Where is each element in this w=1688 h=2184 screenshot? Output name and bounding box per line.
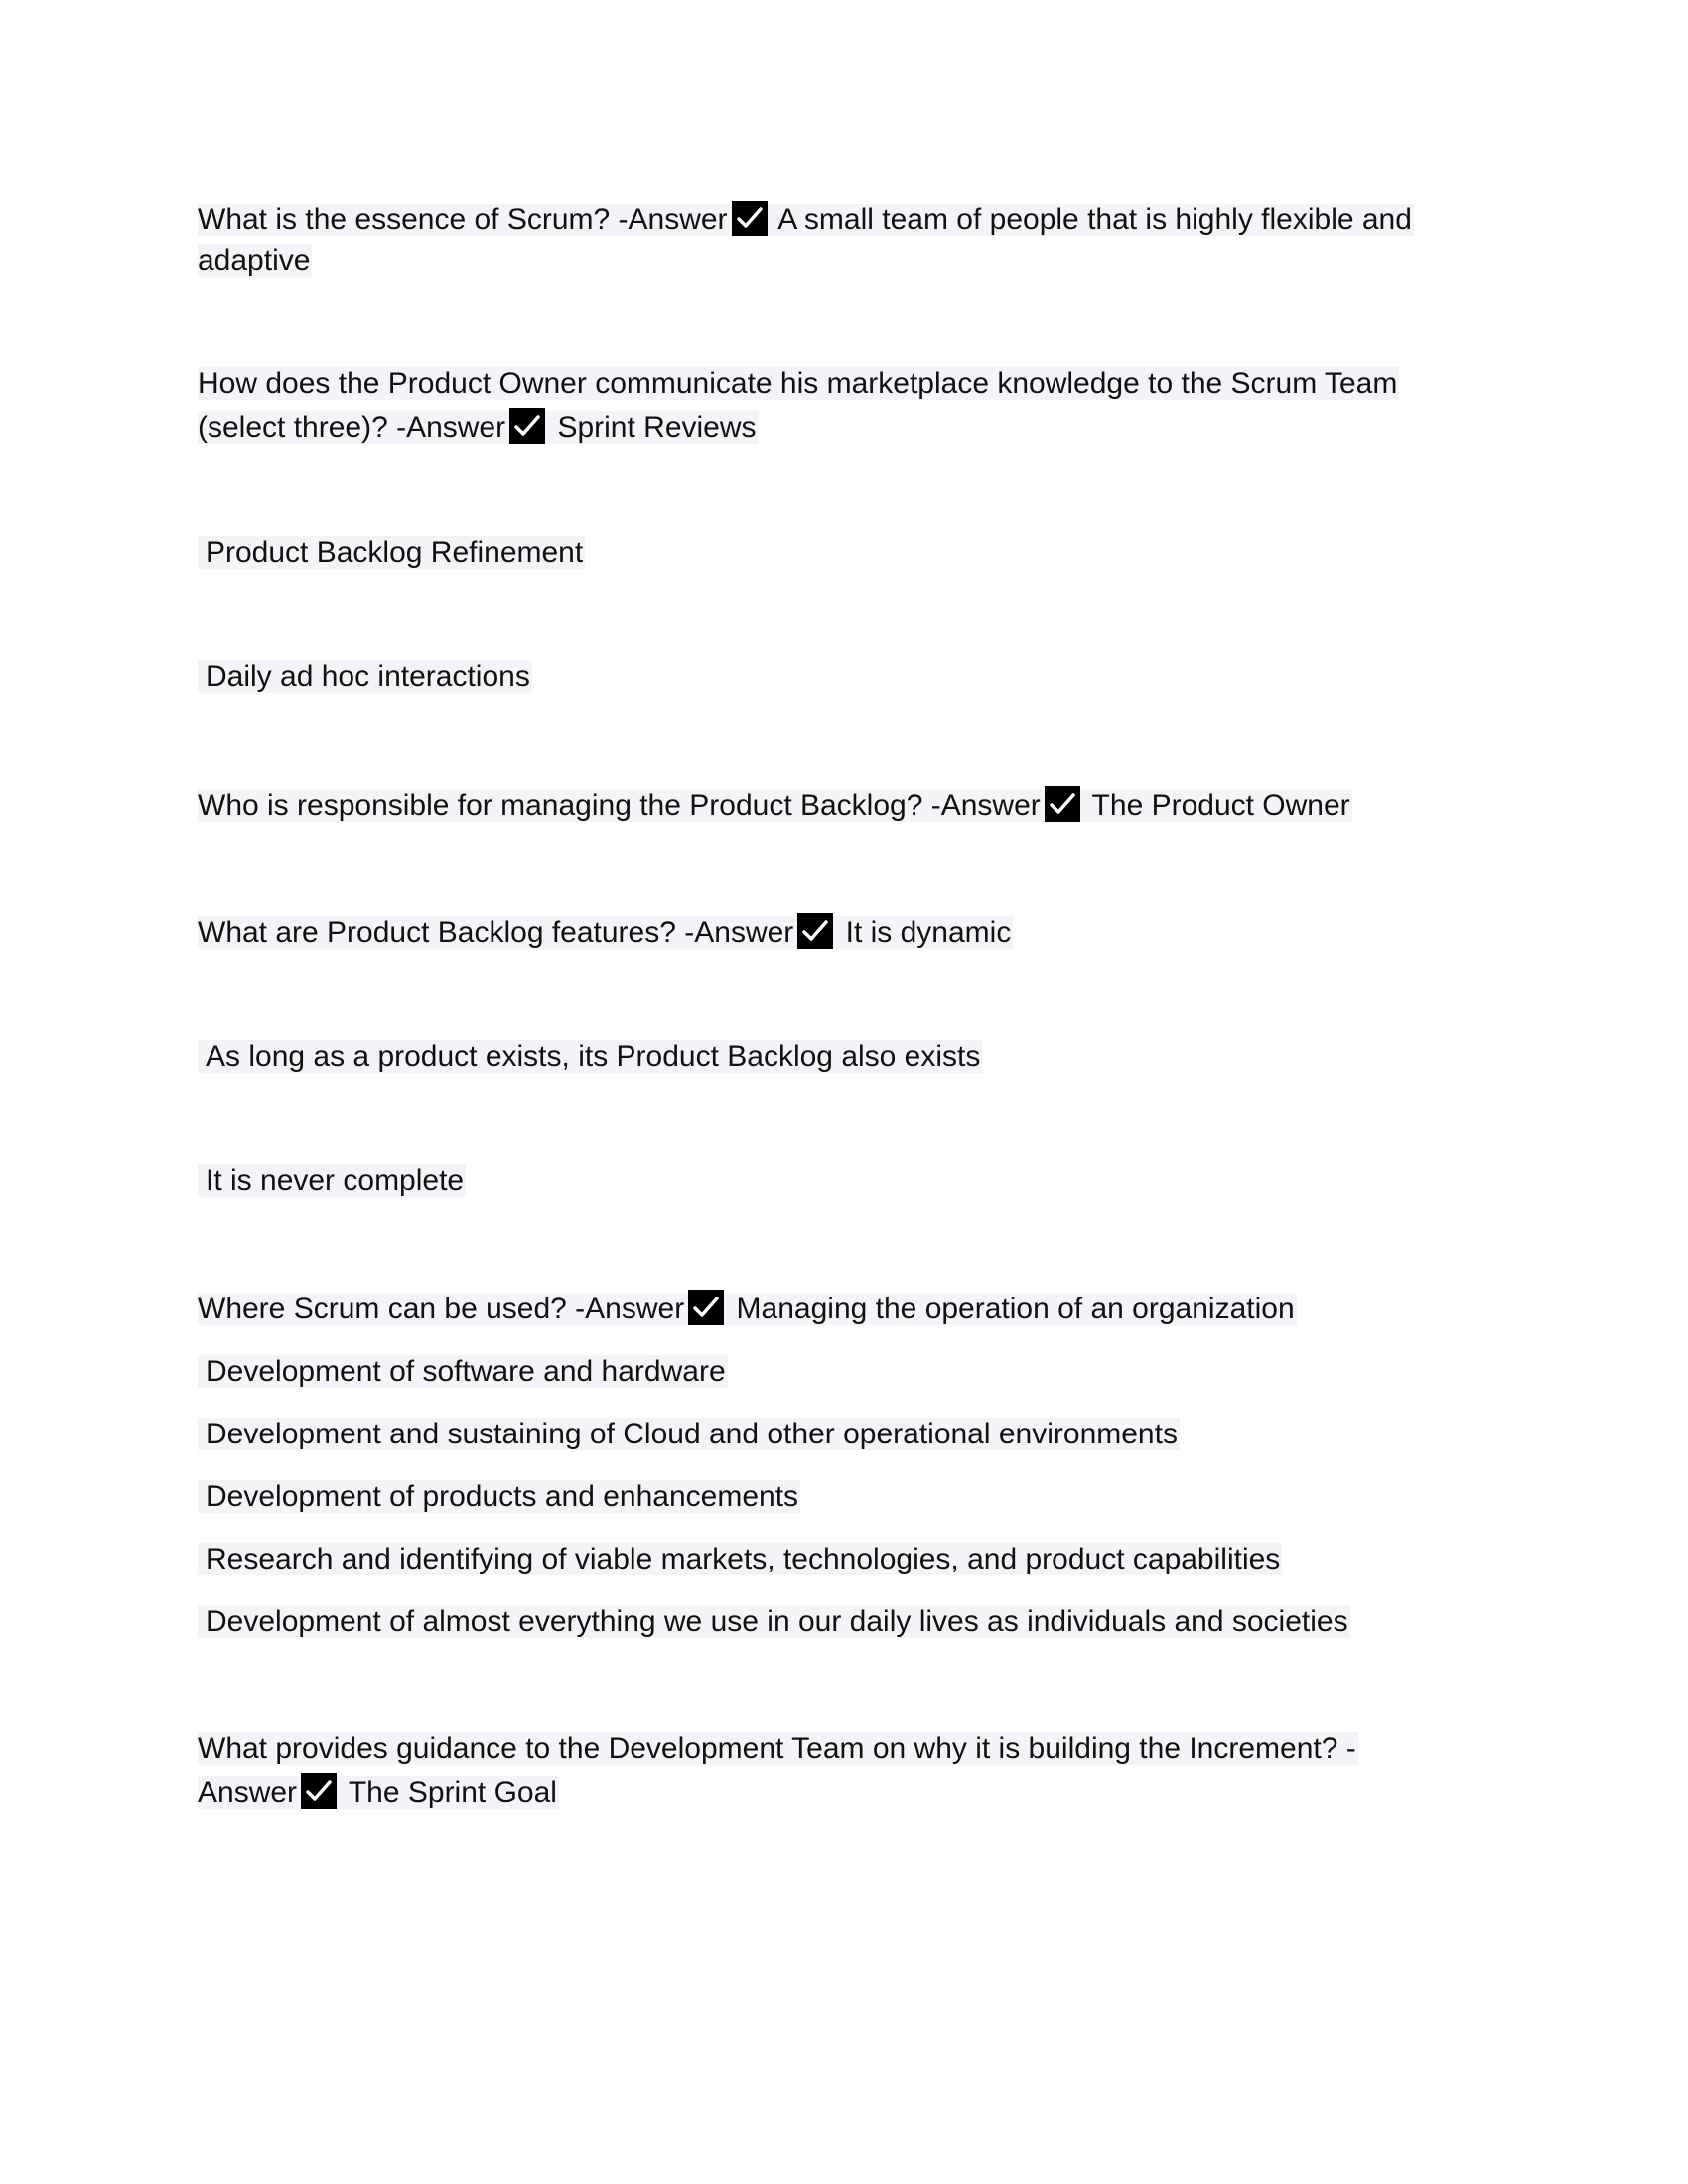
qa-3-answer: The Product Owner (1083, 789, 1350, 822)
qa-1-line-1 (198, 199, 1414, 242)
qa-5-extra-1 (198, 1350, 728, 1394)
qa-2-extra-answer: Daily ad hoc interactions (198, 660, 532, 693)
qa-5-extra-answer: Research and identifying of viable markets, technologies, and product capabilities (198, 1543, 1282, 1575)
qa-2-line-1 (198, 362, 1399, 406)
qa-3-question: Who is responsible for managing the Product Backlog? -Answer (198, 789, 1041, 822)
qa-5-question: Where Scrum can be used? -Answer (198, 1293, 685, 1325)
qa-3-line-1 (198, 784, 1352, 828)
qa-5-extra-4 (198, 1538, 1282, 1581)
qa-5-extra-answer: Development of products and enhancements (198, 1480, 800, 1513)
qa-4-extra-2 (198, 1160, 466, 1203)
qa-6-answer: The Sprint Goal (341, 1776, 557, 1809)
qa-2-line-2 (198, 406, 759, 450)
qa-5-extra-answer: Development and sustaining of Cloud and other operational environments (198, 1418, 1180, 1450)
qa-2-question: How does the Product Owner communicate his marketplace knowledge to the Scrum Team (198, 367, 1398, 400)
check-box-icon (732, 201, 768, 236)
qa-4-question: What are Product Backlog features? -Answer (198, 916, 794, 949)
qa-5-extra-2 (198, 1413, 1180, 1456)
qa-5-line-1 (198, 1288, 1297, 1331)
qa-4-extra-answer: It is never complete (198, 1164, 466, 1197)
qa-1-answer-cont: adaptive (198, 244, 311, 277)
qa-5-extra-3 (198, 1475, 800, 1519)
qa-6-question-cont: Answer (198, 1776, 298, 1809)
qa-4-extra-1 (198, 1035, 982, 1079)
qa-2-extra-answer: Product Backlog Refinement (198, 536, 585, 569)
qa-4-extra-answer: As long as a product exists, its Product Backlog also exists (198, 1040, 982, 1073)
qa-5-extra-answer: Development of almost everything we use in our daily lives as individuals and societies (198, 1605, 1350, 1638)
check-box-icon (688, 1290, 724, 1325)
qa-2-extra-1 (198, 531, 585, 575)
check-box-icon (797, 913, 833, 949)
qa-6-line-1 (198, 1727, 1358, 1771)
qa-4-answer: It is dynamic (837, 916, 1012, 949)
qa-1-answer: A small team of people that is highly flexible and (771, 204, 1412, 236)
check-box-icon (509, 408, 545, 444)
qa-1-line-2 (198, 239, 312, 283)
qa-4-line-1 (198, 911, 1013, 955)
qa-6-line-2 (198, 1771, 559, 1815)
qa-5-extra-answer: Development of software and hardware (198, 1355, 728, 1388)
qa-5-extra-5 (198, 1600, 1350, 1644)
qa-6-question: What provides guidance to the Development Team on why it is building the Increment? - (198, 1732, 1356, 1765)
qa-1-question: What is the essence of Scrum? -Answer (198, 204, 728, 236)
qa-2-answer: Sprint Reviews (549, 411, 757, 444)
qa-2-extra-2 (198, 655, 532, 699)
check-box-icon (1045, 786, 1080, 822)
check-box-icon (301, 1773, 337, 1809)
qa-2-question-cont: (select three)? -Answer (198, 411, 506, 444)
qa-5-answer: Managing the operation of an organization (728, 1293, 1295, 1325)
